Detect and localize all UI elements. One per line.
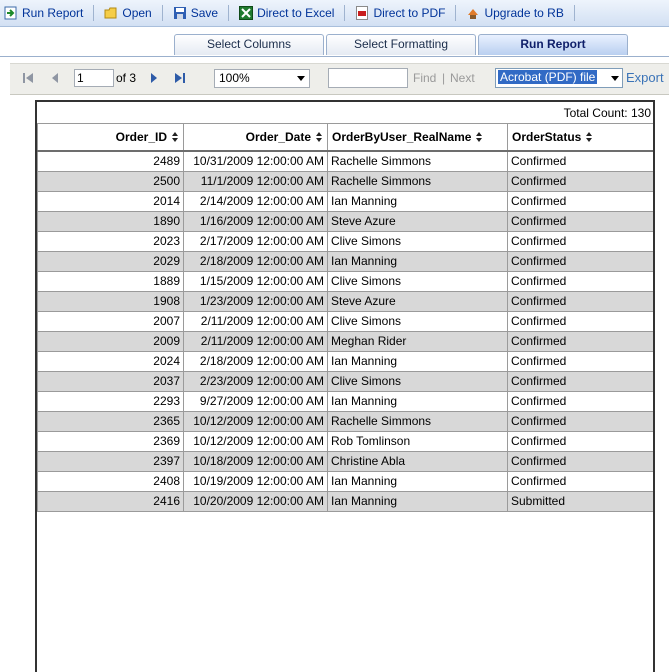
column-header-label: OrderByUser_RealName — [332, 130, 472, 144]
chevron-down-icon — [297, 76, 305, 81]
table-row — [38, 412, 654, 432]
cell-order-id: 2500 — [38, 172, 184, 192]
tab-underline — [0, 56, 669, 57]
tab-select-formatting[interactable]: Select Formatting — [326, 34, 476, 55]
column-header-label: Order_Date — [245, 130, 311, 144]
cell-user-name: Rachelle Simmons — [328, 412, 508, 432]
table-row — [38, 151, 654, 172]
run-report-icon — [4, 6, 18, 20]
cell-order-status: Confirmed — [508, 472, 654, 492]
report-table — [37, 123, 654, 512]
table-row — [38, 392, 654, 412]
cell-order-date: 2/11/2009 12:00:00 AM — [184, 332, 328, 352]
table-row — [38, 372, 654, 392]
header-row — [38, 124, 654, 152]
export-link[interactable]: Export — [626, 70, 664, 85]
cell-order-id: 2397 — [38, 452, 184, 472]
column-header-order-id[interactable] — [38, 124, 184, 152]
upgrade-to-rb-label: Upgrade to RB — [484, 6, 564, 20]
cell-order-id: 2293 — [38, 392, 184, 412]
tab-run-report[interactable]: Run Report — [478, 34, 628, 55]
table-row — [38, 492, 654, 512]
table-row — [38, 312, 654, 332]
cell-order-status: Confirmed — [508, 372, 654, 392]
pdf-icon — [355, 6, 369, 20]
page-number-input[interactable] — [74, 69, 114, 87]
save-label: Save — [190, 6, 219, 20]
direct-to-pdf-button[interactable] — [351, 2, 449, 24]
next-page-icon[interactable] — [149, 72, 159, 87]
chevron-down-icon — [611, 76, 619, 81]
sort-icon[interactable] — [172, 132, 179, 143]
table-row — [38, 172, 654, 192]
column-header-label: Order_ID — [115, 130, 167, 144]
toolbar-divider — [574, 5, 575, 21]
cell-order-id: 1908 — [38, 292, 184, 312]
toolbar-divider — [228, 5, 229, 21]
export-format-select[interactable] — [495, 68, 623, 88]
cell-user-name: Ian Manning — [328, 252, 508, 272]
sort-icon[interactable] — [316, 132, 323, 143]
cell-order-id: 1889 — [38, 272, 184, 292]
cell-user-name: Rachelle Simmons — [328, 151, 508, 172]
cell-order-id: 2408 — [38, 472, 184, 492]
run-report-label: Run Report — [22, 6, 84, 20]
cell-order-status: Confirmed — [508, 252, 654, 272]
find-input[interactable] — [328, 68, 408, 88]
cell-user-name: Rob Tomlinson — [328, 432, 508, 452]
cell-order-status: Confirmed — [508, 412, 654, 432]
cell-order-date: 2/18/2009 12:00:00 AM — [184, 252, 328, 272]
cell-user-name: Ian Manning — [328, 492, 508, 512]
cell-order-date: 2/11/2009 12:00:00 AM — [184, 312, 328, 332]
table-row — [38, 472, 654, 492]
cell-order-id: 2014 — [38, 192, 184, 212]
cell-order-date: 10/31/2009 12:00:00 AM — [184, 151, 328, 172]
column-header-orderbyuser-realname[interactable] — [328, 124, 508, 152]
cell-user-name: Clive Simons — [328, 372, 508, 392]
cell-order-id: 2369 — [38, 432, 184, 452]
sort-icon[interactable] — [586, 132, 593, 143]
table-row — [38, 232, 654, 252]
cell-order-id: 2029 — [38, 252, 184, 272]
cell-order-date: 2/14/2009 12:00:00 AM — [184, 192, 328, 212]
last-page-icon[interactable] — [174, 72, 186, 87]
floppy-disk-icon — [173, 6, 187, 20]
cell-order-date: 1/23/2009 12:00:00 AM — [184, 292, 328, 312]
cell-order-date: 2/18/2009 12:00:00 AM — [184, 352, 328, 372]
cell-order-id: 2365 — [38, 412, 184, 432]
cell-order-status: Confirmed — [508, 292, 654, 312]
cell-order-id: 2007 — [38, 312, 184, 332]
folder-icon — [104, 6, 118, 20]
excel-icon — [239, 6, 253, 20]
column-header-label: OrderStatus — [512, 130, 582, 144]
wizard-tabs — [174, 34, 630, 56]
export-format-value: Acrobat (PDF) file — [500, 70, 596, 84]
table-row — [38, 272, 654, 292]
sort-icon[interactable] — [476, 132, 483, 143]
cell-order-status: Submitted — [508, 492, 654, 512]
cell-user-name: Meghan Rider — [328, 332, 508, 352]
cell-order-date: 10/12/2009 12:00:00 AM — [184, 432, 328, 452]
open-label: Open — [122, 6, 152, 20]
cell-order-id: 2416 — [38, 492, 184, 512]
cell-order-status: Confirmed — [508, 432, 654, 452]
toolbar-divider — [93, 5, 94, 21]
column-header-order-date[interactable] — [184, 124, 328, 152]
cell-order-id: 2024 — [38, 352, 184, 372]
zoom-value: 100% — [219, 71, 250, 85]
cell-user-name: Ian Manning — [328, 392, 508, 412]
direct-to-excel-button[interactable] — [235, 2, 338, 24]
cell-order-status: Confirmed — [508, 392, 654, 412]
cell-order-date: 1/16/2009 12:00:00 AM — [184, 212, 328, 232]
tab-select-columns[interactable]: Select Columns — [174, 34, 324, 55]
cell-order-status: Confirmed — [508, 212, 654, 232]
cell-user-name: Ian Manning — [328, 192, 508, 212]
toolbar-divider — [162, 5, 163, 21]
cell-order-date: 10/12/2009 12:00:00 AM — [184, 412, 328, 432]
table-row — [38, 432, 654, 452]
report-page — [35, 100, 655, 672]
table-row — [38, 352, 654, 372]
cell-order-status: Confirmed — [508, 452, 654, 472]
find-link[interactable]: Find — [413, 71, 437, 85]
first-page-icon[interactable] — [22, 72, 34, 87]
table-row — [38, 212, 654, 232]
cell-order-id: 2023 — [38, 232, 184, 252]
direct-to-pdf-label: Direct to PDF — [373, 6, 446, 20]
table-row — [38, 292, 654, 312]
total-count: Total Count: 130 — [563, 106, 651, 120]
table-row — [38, 452, 654, 472]
cell-order-id: 2037 — [38, 372, 184, 392]
cell-order-status: Confirmed — [508, 332, 654, 352]
cell-user-name: Steve Azure — [328, 212, 508, 232]
cell-user-name: Clive Simons — [328, 312, 508, 332]
cell-user-name: Steve Azure — [328, 292, 508, 312]
direct-to-excel-label: Direct to Excel — [257, 6, 335, 20]
zoom-select[interactable] — [214, 69, 310, 88]
cell-user-name: Ian Manning — [328, 472, 508, 492]
cell-order-status: Confirmed — [508, 192, 654, 212]
cell-order-date: 1/15/2009 12:00:00 AM — [184, 272, 328, 292]
cell-order-status: Confirmed — [508, 232, 654, 252]
cell-user-name: Ian Manning — [328, 352, 508, 372]
open-button[interactable] — [100, 2, 155, 24]
toolbar-divider — [344, 5, 345, 21]
cell-order-date: 2/17/2009 12:00:00 AM — [184, 232, 328, 252]
page-count-label: of 3 — [116, 71, 137, 85]
table-row — [38, 332, 654, 352]
table-row — [38, 252, 654, 272]
cell-user-name: Clive Simons — [328, 272, 508, 292]
report-viewer-toolbar — [10, 63, 669, 95]
upgrade-to-rb-button[interactable] — [462, 2, 567, 24]
cell-order-status: Confirmed — [508, 151, 654, 172]
cell-user-name: Rachelle Simmons — [328, 172, 508, 192]
run-report-button[interactable] — [0, 2, 87, 24]
cell-order-id: 2489 — [38, 151, 184, 172]
next-link[interactable]: Next — [450, 71, 475, 85]
upgrade-icon — [466, 6, 480, 20]
column-header-orderstatus[interactable] — [508, 124, 654, 152]
cell-order-status: Confirmed — [508, 312, 654, 332]
cell-order-date: 2/23/2009 12:00:00 AM — [184, 372, 328, 392]
cell-order-status: Confirmed — [508, 272, 654, 292]
cell-user-name: Christine Abla — [328, 452, 508, 472]
report-rows — [38, 151, 654, 512]
toolbar-divider — [455, 5, 456, 21]
table-row — [38, 192, 654, 212]
main-toolbar — [0, 0, 669, 27]
cell-order-status: Confirmed — [508, 172, 654, 192]
save-button[interactable] — [169, 2, 222, 24]
previous-page-icon[interactable] — [50, 72, 60, 87]
find-next-separator: | — [442, 71, 446, 85]
cell-order-date: 9/27/2009 12:00:00 AM — [184, 392, 328, 412]
cell-order-id: 1890 — [38, 212, 184, 232]
cell-user-name: Clive Simons — [328, 232, 508, 252]
cell-order-date: 10/20/2009 12:00:00 AM — [184, 492, 328, 512]
cell-order-id: 2009 — [38, 332, 184, 352]
cell-order-status: Confirmed — [508, 352, 654, 372]
cell-order-date: 10/19/2009 12:00:00 AM — [184, 472, 328, 492]
cell-order-date: 11/1/2009 12:00:00 AM — [184, 172, 328, 192]
cell-order-date: 10/18/2009 12:00:00 AM — [184, 452, 328, 472]
